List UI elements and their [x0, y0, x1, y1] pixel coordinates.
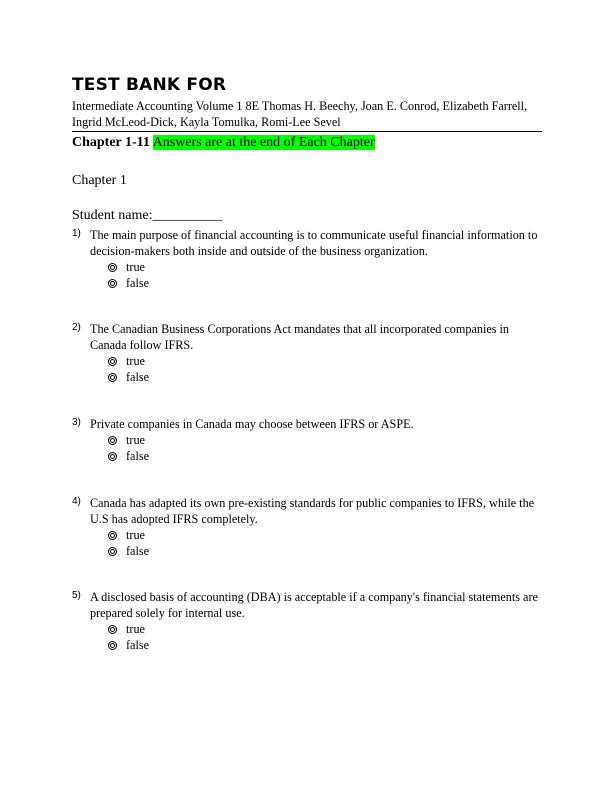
option-true[interactable]	[108, 353, 542, 369]
chapter-heading: Chapter 1	[72, 173, 127, 188]
option-label: true	[126, 527, 145, 542]
option-true[interactable]	[108, 527, 542, 543]
radio-button-icon[interactable]	[108, 547, 117, 556]
question-text: Canada has adapted its own pre-existing standards for public companies to IFRS, while the U.S has adopted IFRS completely.	[90, 496, 535, 526]
question-item	[72, 227, 542, 291]
question-item	[72, 416, 542, 464]
answers-note-highlight: Answers are at the end of Each Chapter	[152, 135, 375, 150]
option-label: false	[126, 637, 150, 652]
question-item	[72, 589, 542, 653]
option-label: true	[126, 432, 145, 447]
header-divider	[72, 131, 542, 132]
option-label: true	[126, 621, 145, 636]
option-label: false	[126, 543, 150, 558]
option-false[interactable]	[108, 543, 542, 559]
option-label: false	[126, 369, 150, 384]
radio-button-icon[interactable]	[108, 452, 117, 461]
option-label: true	[126, 353, 145, 368]
radio-button-icon[interactable]	[108, 436, 117, 445]
student-name-field: Student name:__________	[72, 208, 223, 223]
question-number: 3)	[72, 417, 81, 428]
question-text: The Canadian Business Corporations Act mandates that all incorporated companies in Canada follow IFRS.	[90, 322, 510, 352]
option-false[interactable]	[108, 369, 542, 385]
question-text: Private companies in Canada may choose between IFRS or ASPE.	[90, 417, 414, 431]
document-title: TEST BANK FOR	[72, 75, 227, 95]
question-item	[72, 321, 542, 385]
option-false[interactable]	[108, 637, 542, 653]
question-number: 4)	[72, 496, 81, 507]
option-label: false	[126, 448, 150, 463]
radio-button-icon[interactable]	[108, 357, 117, 366]
radio-button-icon[interactable]	[108, 263, 117, 272]
radio-button-icon[interactable]	[108, 279, 117, 288]
question-number: 1)	[72, 228, 81, 239]
radio-button-icon[interactable]	[108, 373, 117, 382]
question-text: A disclosed basis of accounting (DBA) is acceptable if a company's financial statements are prepared solely for internal use.	[90, 590, 538, 620]
question-number: 5)	[72, 590, 81, 601]
question-item	[72, 495, 542, 559]
question-number: 2)	[72, 322, 81, 333]
option-label: true	[126, 259, 145, 274]
option-false[interactable]	[108, 448, 542, 464]
option-true[interactable]	[108, 259, 542, 275]
chapter-range-line	[72, 134, 375, 151]
option-label: false	[126, 275, 150, 290]
radio-button-icon[interactable]	[108, 625, 117, 634]
option-true[interactable]	[108, 432, 542, 448]
book-citation: Intermediate Accounting Volume 1 8E Thomas H. Beechy, Joan E. Conrod, Elizabeth Farrell, Ingrid McLeod-Dick, Kayla Tomulka, Romi-Lee Sevel	[72, 99, 528, 129]
option-false[interactable]	[108, 275, 542, 291]
option-true[interactable]	[108, 621, 542, 637]
radio-button-icon[interactable]	[108, 641, 117, 650]
question-text: The main purpose of financial accounting is to communicate useful financial information to decision-makers both inside and outside of the business organization.	[90, 228, 538, 258]
radio-button-icon[interactable]	[108, 531, 117, 540]
chapter-range: Chapter 1-11	[72, 135, 150, 150]
